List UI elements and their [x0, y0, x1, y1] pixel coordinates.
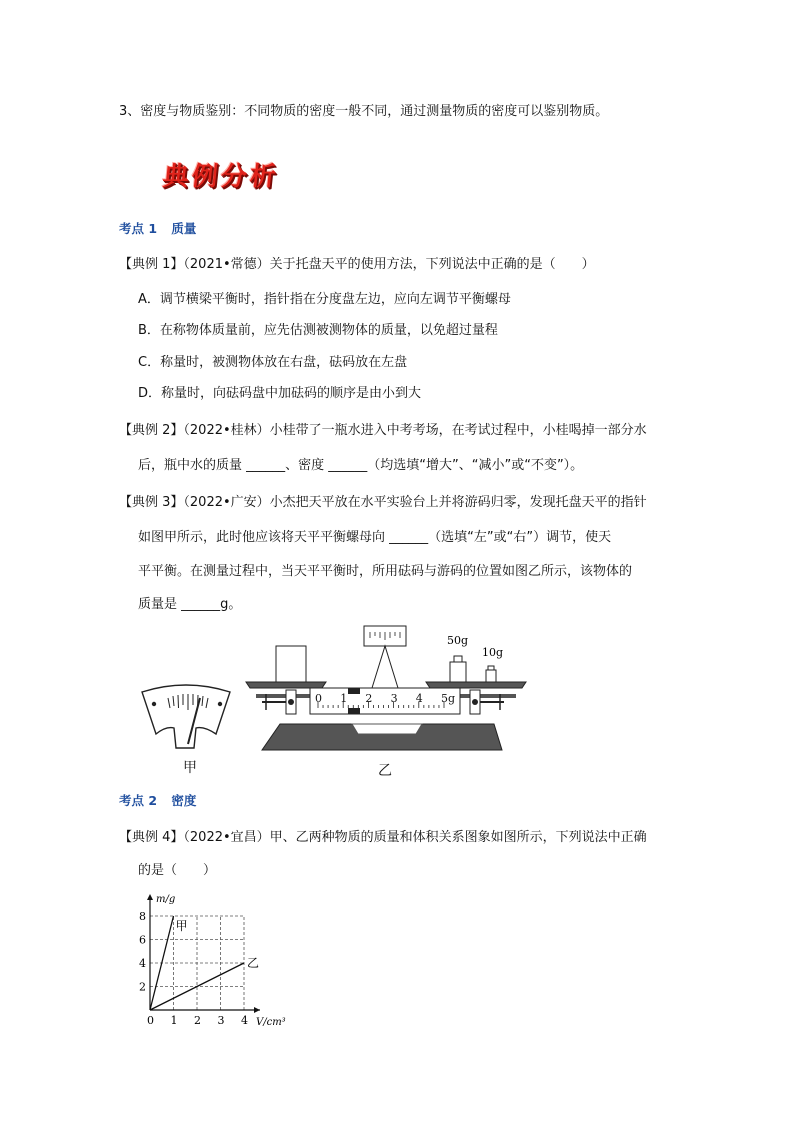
figure-label-yi: 乙 — [378, 763, 392, 779]
example-tag: 【典例 2】 — [119, 423, 184, 438]
x-axis-arrow — [254, 1007, 260, 1013]
example-3-line1 — [119, 494, 647, 512]
beam-scale-label: 1 — [340, 692, 348, 705]
beam-scale-label: 0 — [315, 692, 322, 705]
beam-scale-label: 5g — [441, 692, 456, 705]
weight-label-10g: 10g — [482, 646, 504, 659]
option-d: D．称量时，向砝码盘中加砝码的顺序是由小到大 — [138, 386, 422, 401]
rider-bottom — [348, 708, 360, 714]
section-heading-1 — [119, 219, 196, 237]
y-tick-label: 6 — [139, 933, 146, 947]
option-b: B．在称物体质量前，应先估测被测物体的质量，以免超过量程 — [138, 323, 498, 338]
figure-label-jia: 甲 — [183, 760, 197, 776]
question-text: （2022•桂林）小桂带了一瓶水进入中考考场，在考试过程中，小桂喝掉一部分水 — [183, 423, 647, 438]
option-c: C．称量时，被测物体放在右盘，砝码放在左盘 — [138, 355, 408, 370]
y-axis-label: m/g — [156, 894, 176, 905]
question-text: （2022•广安）小杰把天平放在水平实验台上并将游码归零，发现托盘天平的指针 — [183, 495, 647, 510]
example-tag: 【典例 4】 — [119, 830, 184, 845]
y-tick-label: 8 — [139, 910, 146, 923]
option-a: A．调节横梁平衡时，指针指在分度盘左边，应向左调节平衡螺母 — [138, 292, 511, 307]
section-title: 密度 — [171, 793, 197, 808]
y-tick-label: 4 — [139, 957, 146, 970]
x-tick-label: 4 — [241, 1014, 248, 1027]
x-tick-label: 3 — [217, 1014, 225, 1027]
intro-text: 3、密度与物质鉴别：不同物质的密度一般不同，通过测量物质的密度可以鉴别物质。 — [119, 104, 609, 119]
rider-top — [348, 688, 360, 694]
series-line-1 — [150, 916, 174, 1010]
example-tag: 【典例 3】 — [119, 495, 184, 510]
y-axis-arrow — [147, 894, 153, 900]
series-label: 甲 — [175, 919, 188, 933]
example-2-line1 — [119, 422, 647, 440]
example-3-line4: 质量是 ______g。 — [138, 597, 242, 612]
x-tick-label: 1 — [170, 1014, 178, 1027]
example-1-question — [119, 256, 595, 274]
beam-scale-label: 4 — [415, 692, 423, 705]
question-text: （2022•宜昌）甲、乙两种物质的质量和体积关系图象如图所示，下列说法中正确 — [183, 830, 647, 845]
example-3-line2: 如图甲所示，此时他应该将天平平衡螺母向 ______（选填“左”或“右”）调节，使天 — [138, 530, 612, 545]
section-title: 质量 — [171, 221, 197, 236]
weight-label-50g: 50g — [447, 634, 469, 647]
section-number: 考点 1 — [119, 221, 158, 236]
mass-volume-chart — [136, 890, 306, 1030]
example-tag: 【典例 1】 — [119, 257, 184, 272]
section-number: 考点 2 — [119, 793, 158, 808]
section-banner: 典例分析 — [161, 162, 281, 192]
balance-figure — [240, 622, 536, 754]
x-axis-label: V/cm³ — [256, 1017, 286, 1028]
series-label: 乙 — [247, 956, 260, 970]
example-2-line2: 后，瓶中水的质量 ______、密度 ______（均选填“增大”、“减小”或“不变”）。 — [138, 458, 584, 473]
beam-scale-label: 2 — [365, 692, 373, 705]
balance-pointer-figure — [138, 682, 234, 754]
question-text: （2021•常德）关于托盘天平的使用方法，下列说法中正确的是（ ） — [183, 257, 595, 272]
example-3-line3: 平平衡。在测量过程中，当天平平衡时，所用砝码与游码的位置如图乙所示，该物体的 — [138, 564, 633, 579]
example-4-line2: 的是（ ） — [138, 863, 217, 878]
y-tick-label: 2 — [139, 980, 146, 994]
x-tick-label: 0 — [147, 1014, 154, 1027]
section-heading-2 — [119, 791, 196, 809]
example-4-line1 — [119, 829, 647, 847]
x-tick-label: 2 — [194, 1014, 201, 1027]
beam-scale-label: 3 — [390, 692, 398, 705]
